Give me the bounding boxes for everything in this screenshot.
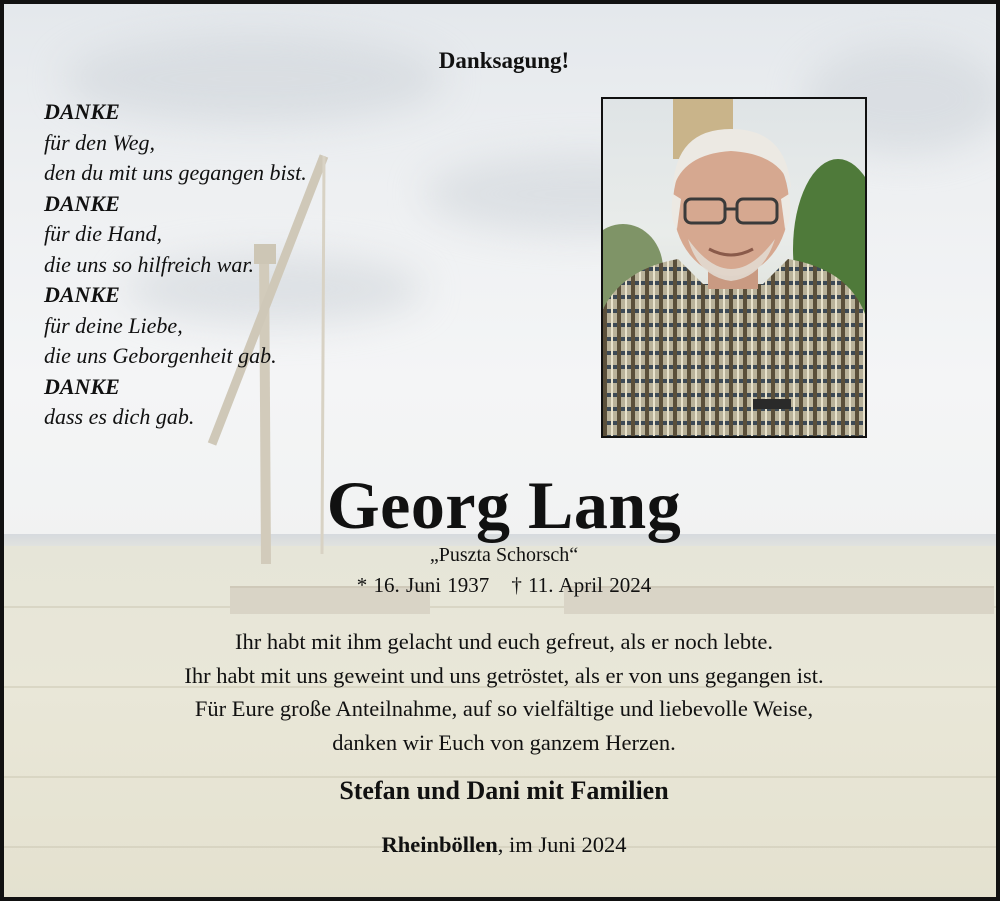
portrait-illustration bbox=[603, 99, 865, 436]
poem-line: DANKE bbox=[44, 190, 120, 216]
poem-line: dass es dich gab. bbox=[44, 404, 195, 429]
message-line: Ihr habt mit uns geweint und uns getröstet, als er von uns gegangen ist. bbox=[184, 662, 824, 688]
notice-date: , im Juni 2024 bbox=[497, 832, 627, 857]
poem-line: für den Weg, bbox=[44, 129, 156, 155]
message-line: Ihr habt mit ihm gelacht und euch gefreut, als er noch lebte. bbox=[235, 629, 773, 654]
poem-line: für deine Liebe, bbox=[44, 312, 183, 338]
poem-line: den du mit uns gegangen bist. bbox=[44, 160, 307, 185]
thanks-message bbox=[4, 625, 1000, 759]
poem-line: DANKE bbox=[44, 99, 120, 124]
birth-date: * 16. Juni 1937 bbox=[356, 573, 490, 597]
place-and-date bbox=[4, 832, 1000, 858]
poem-line: DANKE bbox=[44, 373, 120, 399]
deceased-name: Georg Lang bbox=[326, 467, 682, 543]
message-line: danken wir Euch von ganzem Herzen. bbox=[332, 729, 676, 755]
life-dates bbox=[4, 573, 1000, 598]
poem-line: für die Hand, bbox=[44, 221, 162, 246]
death-date: † 11. April 2024 bbox=[511, 573, 652, 597]
message-line: Für Eure große Anteilnahme, auf so vielfältige und liebevolle Weise, bbox=[194, 696, 814, 721]
notice-title: Danksagung! bbox=[438, 48, 570, 73]
town-name: Rheinböllen bbox=[381, 832, 498, 857]
portrait-photo bbox=[601, 97, 867, 438]
poem bbox=[44, 97, 444, 433]
family-signature: Stefan und Dani mit Familien bbox=[339, 776, 669, 805]
poem-line: DANKE bbox=[44, 282, 120, 307]
poem-line: die uns so hilfreich war. bbox=[44, 251, 255, 277]
poem-line: die uns Geborgenheit gab. bbox=[44, 343, 277, 368]
deceased-nickname: „Puszta Schorsch“ bbox=[429, 544, 579, 566]
